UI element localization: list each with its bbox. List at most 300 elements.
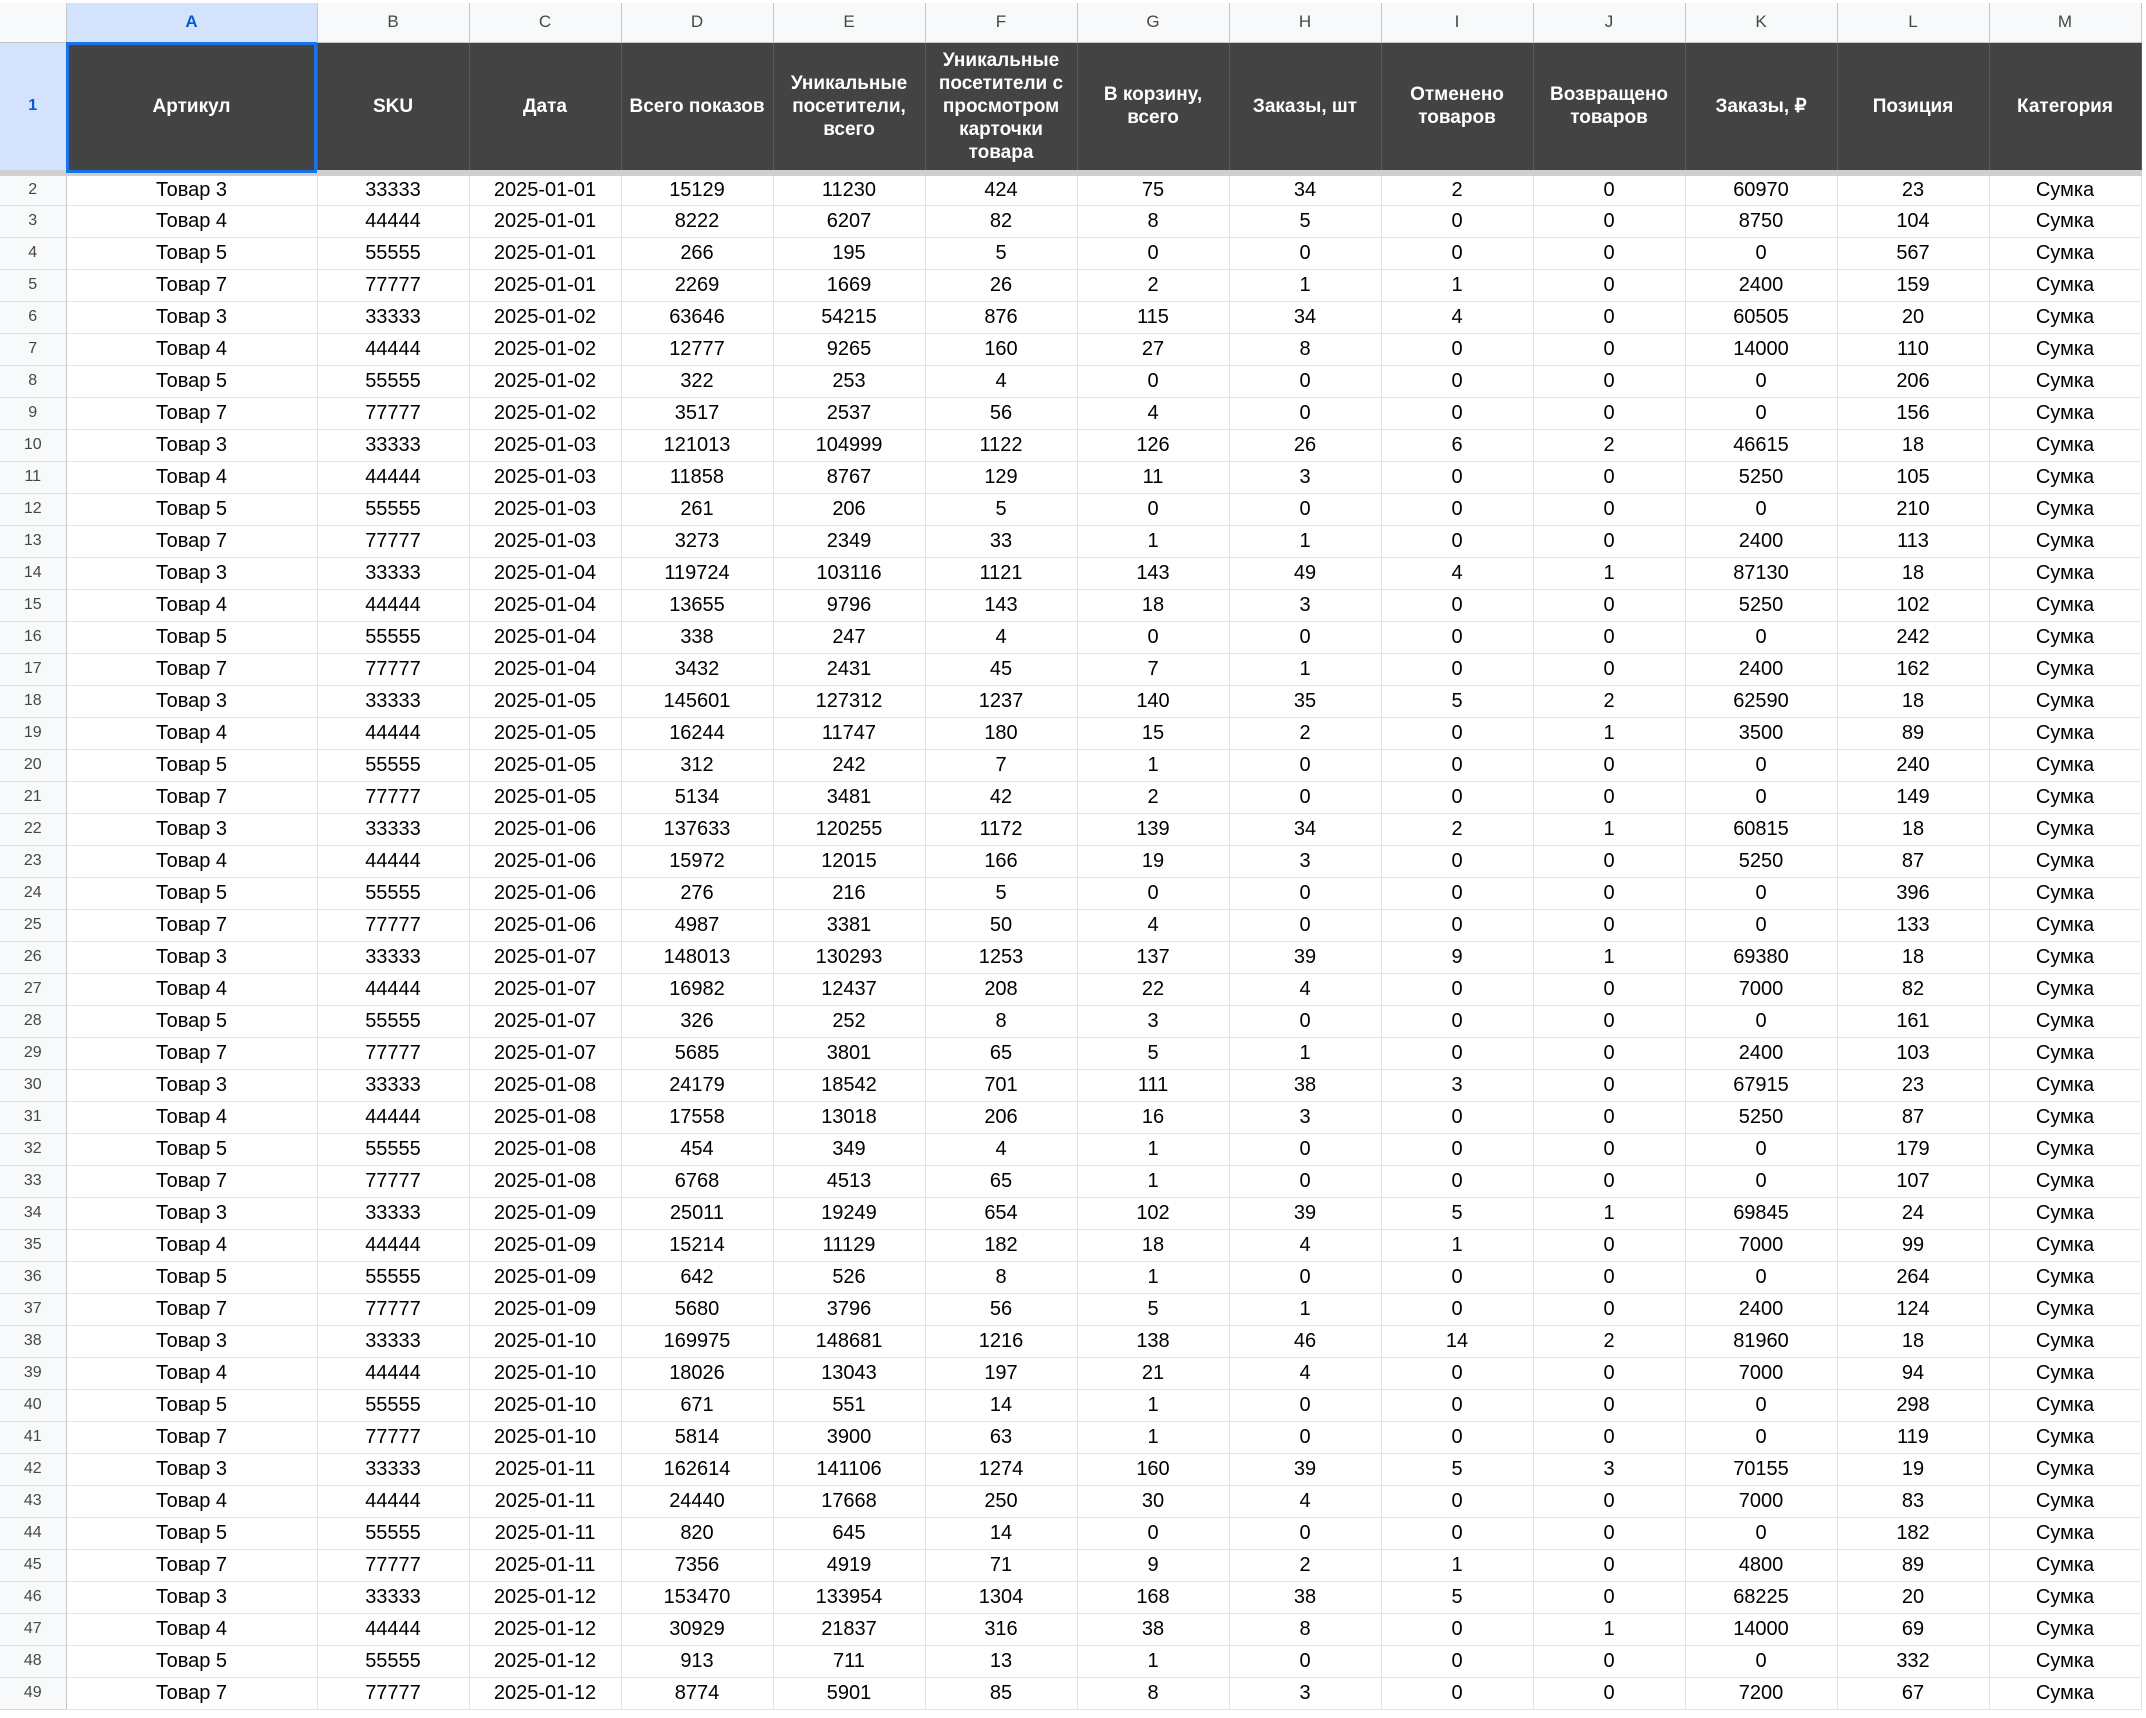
cell-h[interactable]: 0 [1229,781,1381,813]
cell-l[interactable]: 105 [1837,461,1989,493]
cell-e[interactable]: 247 [773,621,925,653]
cell-j[interactable]: 3 [1533,1453,1685,1485]
cell-j[interactable]: 1 [1533,813,1685,845]
cell-a[interactable]: Товар 5 [66,1261,317,1293]
cell-k[interactable]: 87130 [1685,557,1837,589]
cell-b[interactable]: 55555 [317,1133,469,1165]
cell-j[interactable]: 0 [1533,1133,1685,1165]
cell-k[interactable]: 7000 [1685,1485,1837,1517]
row-number[interactable]: 43 [0,1485,66,1517]
cell-g[interactable]: 0 [1077,493,1229,525]
row-number[interactable]: 27 [0,973,66,1005]
cell-m[interactable]: Сумка [1989,429,2141,461]
cell-g[interactable]: 111 [1077,1069,1229,1101]
cell-g[interactable]: 1 [1077,749,1229,781]
cell-h[interactable]: 39 [1229,941,1381,973]
cell-e[interactable]: 3801 [773,1037,925,1069]
cell-i[interactable]: 5 [1381,1453,1533,1485]
cell-f[interactable]: 180 [925,717,1077,749]
cell-f[interactable]: 424 [925,173,1077,205]
cell-k[interactable]: 7200 [1685,1677,1837,1709]
row-number[interactable]: 9 [0,397,66,429]
cell-g[interactable]: 138 [1077,1325,1229,1357]
cell-l[interactable]: 23 [1837,1069,1989,1101]
column-header-l[interactable]: L [1837,3,1989,42]
cell-i[interactable]: 0 [1381,1357,1533,1389]
row-number[interactable]: 29 [0,1037,66,1069]
cell-g[interactable]: 102 [1077,1197,1229,1229]
cell-e[interactable]: 11747 [773,717,925,749]
cell-c[interactable]: 2025-01-01 [469,205,621,237]
cell-h[interactable]: 0 [1229,365,1381,397]
row-number[interactable]: 44 [0,1517,66,1549]
cell-j[interactable]: 0 [1533,173,1685,205]
cell-m[interactable]: Сумка [1989,1037,2141,1069]
cell-l[interactable]: 133 [1837,909,1989,941]
row-number[interactable]: 31 [0,1101,66,1133]
cell-c[interactable]: 2025-01-06 [469,813,621,845]
cell-c[interactable]: 2025-01-03 [469,493,621,525]
cell-l[interactable]: 99 [1837,1229,1989,1261]
cell-h[interactable]: 0 [1229,1389,1381,1421]
cell-e[interactable]: 54215 [773,301,925,333]
cell-l[interactable]: 18 [1837,813,1989,845]
cell-a[interactable]: Товар 3 [66,1069,317,1101]
cell-c[interactable]: 2025-01-01 [469,173,621,205]
row-number[interactable]: 16 [0,621,66,653]
cell-m[interactable]: Сумка [1989,621,2141,653]
cell-a[interactable]: Товар 4 [66,1229,317,1261]
cell-c[interactable]: 2025-01-01 [469,237,621,269]
cell-h[interactable]: 39 [1229,1453,1381,1485]
cell-f[interactable]: 65 [925,1165,1077,1197]
cell-a[interactable]: Товар 4 [66,1101,317,1133]
cell-l[interactable]: 242 [1837,621,1989,653]
cell-k[interactable]: 70155 [1685,1453,1837,1485]
cell-a[interactable]: Товар 7 [66,1421,317,1453]
cell-c[interactable]: 2025-01-04 [469,589,621,621]
cell-a[interactable]: Товар 3 [66,685,317,717]
cell-c[interactable]: 2025-01-08 [469,1165,621,1197]
cell-b[interactable]: 55555 [317,237,469,269]
cell-h[interactable]: 0 [1229,749,1381,781]
cell-j[interactable]: 2 [1533,1325,1685,1357]
cell-k[interactable]: 0 [1685,909,1837,941]
cell-k[interactable]: 0 [1685,365,1837,397]
cell-k[interactable]: 60815 [1685,813,1837,845]
cell-i[interactable]: 0 [1381,333,1533,365]
cell-f[interactable]: 42 [925,781,1077,813]
cell-e[interactable]: 4919 [773,1549,925,1581]
cell-b[interactable]: 77777 [317,653,469,685]
cell-f[interactable]: 143 [925,589,1077,621]
cell-j[interactable]: 0 [1533,397,1685,429]
row-number[interactable]: 48 [0,1645,66,1677]
cell-a[interactable]: Товар 5 [66,1133,317,1165]
cell-j[interactable]: 0 [1533,589,1685,621]
header-cell-k[interactable]: Заказы, ₽ [1685,42,1837,173]
cell-f[interactable]: 876 [925,301,1077,333]
cell-k[interactable]: 7000 [1685,1229,1837,1261]
cell-k[interactable]: 14000 [1685,333,1837,365]
cell-d[interactable]: 24179 [621,1069,773,1101]
cell-a[interactable]: Товар 4 [66,461,317,493]
cell-c[interactable]: 2025-01-06 [469,909,621,941]
cell-d[interactable]: 18026 [621,1357,773,1389]
cell-d[interactable]: 137633 [621,813,773,845]
row-number[interactable]: 25 [0,909,66,941]
cell-l[interactable]: 103 [1837,1037,1989,1069]
cell-a[interactable]: Товар 4 [66,717,317,749]
cell-m[interactable]: Сумка [1989,781,2141,813]
cell-j[interactable]: 0 [1533,205,1685,237]
cell-b[interactable]: 55555 [317,493,469,525]
cell-i[interactable]: 0 [1381,1133,1533,1165]
cell-i[interactable]: 1 [1381,269,1533,301]
cell-l[interactable]: 104 [1837,205,1989,237]
cell-m[interactable]: Сумка [1989,461,2141,493]
row-number[interactable]: 30 [0,1069,66,1101]
cell-d[interactable]: 5814 [621,1421,773,1453]
cell-j[interactable]: 0 [1533,1101,1685,1133]
row-number[interactable]: 46 [0,1581,66,1613]
row-number[interactable]: 22 [0,813,66,845]
cell-k[interactable]: 60970 [1685,173,1837,205]
cell-i[interactable]: 3 [1381,1069,1533,1101]
cell-m[interactable]: Сумка [1989,1485,2141,1517]
cell-l[interactable]: 67 [1837,1677,1989,1709]
row-number[interactable]: 49 [0,1677,66,1709]
cell-e[interactable]: 12437 [773,973,925,1005]
cell-g[interactable]: 4 [1077,397,1229,429]
cell-k[interactable]: 46615 [1685,429,1837,461]
cell-g[interactable]: 1 [1077,525,1229,557]
cell-c[interactable]: 2025-01-03 [469,429,621,461]
cell-l[interactable]: 24 [1837,1197,1989,1229]
row-number[interactable]: 23 [0,845,66,877]
cell-k[interactable]: 0 [1685,749,1837,781]
cell-k[interactable]: 3500 [1685,717,1837,749]
cell-l[interactable]: 19 [1837,1453,1989,1485]
cell-l[interactable]: 18 [1837,557,1989,589]
cell-m[interactable]: Сумка [1989,1293,2141,1325]
cell-g[interactable]: 1 [1077,1133,1229,1165]
cell-h[interactable]: 4 [1229,973,1381,1005]
cell-a[interactable]: Товар 7 [66,1293,317,1325]
cell-e[interactable]: 127312 [773,685,925,717]
cell-i[interactable]: 9 [1381,941,1533,973]
cell-c[interactable]: 2025-01-07 [469,941,621,973]
cell-b[interactable]: 55555 [317,621,469,653]
cell-g[interactable]: 16 [1077,1101,1229,1133]
cell-d[interactable]: 121013 [621,429,773,461]
cell-b[interactable]: 44444 [317,1613,469,1645]
cell-f[interactable]: 129 [925,461,1077,493]
cell-e[interactable]: 3481 [773,781,925,813]
cell-a[interactable]: Товар 3 [66,1581,317,1613]
cell-f[interactable]: 1172 [925,813,1077,845]
cell-e[interactable]: 645 [773,1517,925,1549]
cell-i[interactable]: 0 [1381,781,1533,813]
cell-a[interactable]: Товар 7 [66,653,317,685]
cell-m[interactable]: Сумка [1989,237,2141,269]
cell-j[interactable]: 0 [1533,1581,1685,1613]
cell-g[interactable]: 3 [1077,1005,1229,1037]
cell-a[interactable]: Товар 4 [66,205,317,237]
cell-k[interactable]: 0 [1685,877,1837,909]
cell-h[interactable]: 1 [1229,653,1381,685]
cell-a[interactable]: Товар 5 [66,1517,317,1549]
cell-e[interactable]: 195 [773,237,925,269]
cell-f[interactable]: 1122 [925,429,1077,461]
cell-e[interactable]: 130293 [773,941,925,973]
cell-i[interactable]: 0 [1381,1165,1533,1197]
cell-h[interactable]: 2 [1229,1549,1381,1581]
cell-i[interactable]: 0 [1381,653,1533,685]
cell-b[interactable]: 77777 [317,525,469,557]
cell-i[interactable]: 0 [1381,525,1533,557]
cell-h[interactable]: 34 [1229,301,1381,333]
cell-i[interactable]: 4 [1381,557,1533,589]
cell-a[interactable]: Товар 5 [66,365,317,397]
cell-m[interactable]: Сумка [1989,973,2141,1005]
cell-d[interactable]: 5134 [621,781,773,813]
header-cell-m[interactable]: Категория [1989,42,2141,173]
cell-h[interactable]: 1 [1229,525,1381,557]
row-number[interactable]: 37 [0,1293,66,1325]
cell-l[interactable]: 20 [1837,301,1989,333]
cell-h[interactable]: 1 [1229,1037,1381,1069]
cell-c[interactable]: 2025-01-08 [469,1133,621,1165]
column-header-a[interactable]: A [66,3,317,42]
cell-e[interactable]: 13018 [773,1101,925,1133]
cell-j[interactable]: 0 [1533,269,1685,301]
cell-k[interactable]: 0 [1685,1261,1837,1293]
cell-b[interactable]: 44444 [317,1101,469,1133]
row-number[interactable]: 40 [0,1389,66,1421]
cell-d[interactable]: 3517 [621,397,773,429]
column-header-m[interactable]: M [1989,3,2141,42]
cell-k[interactable]: 0 [1685,1517,1837,1549]
cell-k[interactable]: 2400 [1685,653,1837,685]
cell-k[interactable]: 60505 [1685,301,1837,333]
cell-j[interactable]: 1 [1533,1613,1685,1645]
cell-j[interactable]: 0 [1533,525,1685,557]
cell-m[interactable]: Сумка [1989,1517,2141,1549]
cell-e[interactable]: 11230 [773,173,925,205]
cell-a[interactable]: Товар 5 [66,621,317,653]
cell-f[interactable]: 1253 [925,941,1077,973]
cell-m[interactable]: Сумка [1989,1453,2141,1485]
cell-l[interactable]: 179 [1837,1133,1989,1165]
cell-a[interactable]: Товар 7 [66,1165,317,1197]
row-number[interactable]: 26 [0,941,66,973]
cell-e[interactable]: 104999 [773,429,925,461]
cell-l[interactable]: 182 [1837,1517,1989,1549]
header-cell-a[interactable]: Артикул [66,42,317,173]
cell-i[interactable]: 0 [1381,973,1533,1005]
cell-l[interactable]: 18 [1837,1325,1989,1357]
cell-m[interactable]: Сумка [1989,909,2141,941]
cell-e[interactable]: 216 [773,877,925,909]
cell-g[interactable]: 0 [1077,237,1229,269]
cell-j[interactable]: 0 [1533,301,1685,333]
cell-i[interactable]: 2 [1381,813,1533,845]
cell-c[interactable]: 2025-01-02 [469,365,621,397]
cell-f[interactable]: 8 [925,1005,1077,1037]
cell-i[interactable]: 0 [1381,621,1533,653]
cell-d[interactable]: 17558 [621,1101,773,1133]
cell-e[interactable]: 711 [773,1645,925,1677]
cell-b[interactable]: 55555 [317,1517,469,1549]
cell-i[interactable]: 0 [1381,909,1533,941]
row-number[interactable]: 28 [0,1005,66,1037]
cell-a[interactable]: Товар 7 [66,1549,317,1581]
cell-d[interactable]: 162614 [621,1453,773,1485]
cell-j[interactable]: 0 [1533,877,1685,909]
cell-c[interactable]: 2025-01-02 [469,301,621,333]
row-number[interactable]: 38 [0,1325,66,1357]
column-header-i[interactable]: I [1381,3,1533,42]
cell-i[interactable]: 0 [1381,589,1533,621]
cell-m[interactable]: Сумка [1989,1357,2141,1389]
cell-l[interactable]: 83 [1837,1485,1989,1517]
cell-d[interactable]: 5680 [621,1293,773,1325]
cell-k[interactable]: 2400 [1685,525,1837,557]
cell-i[interactable]: 4 [1381,301,1533,333]
cell-a[interactable]: Товар 4 [66,845,317,877]
cell-e[interactable]: 242 [773,749,925,781]
cell-d[interactable]: 24440 [621,1485,773,1517]
cell-k[interactable]: 14000 [1685,1613,1837,1645]
cell-j[interactable]: 0 [1533,1421,1685,1453]
cell-h[interactable]: 5 [1229,205,1381,237]
cell-f[interactable]: 85 [925,1677,1077,1709]
cell-j[interactable]: 0 [1533,461,1685,493]
cell-i[interactable]: 5 [1381,1197,1533,1229]
cell-e[interactable]: 252 [773,1005,925,1037]
cell-e[interactable]: 2431 [773,653,925,685]
cell-m[interactable]: Сумка [1989,1261,2141,1293]
cell-a[interactable]: Товар 7 [66,909,317,941]
cell-i[interactable]: 0 [1381,1613,1533,1645]
cell-i[interactable]: 0 [1381,205,1533,237]
cell-f[interactable]: 701 [925,1069,1077,1101]
row-number[interactable]: 2 [0,173,66,205]
cell-c[interactable]: 2025-01-12 [469,1581,621,1613]
cell-c[interactable]: 2025-01-08 [469,1069,621,1101]
cell-a[interactable]: Товар 4 [66,589,317,621]
cell-d[interactable]: 153470 [621,1581,773,1613]
cell-a[interactable]: Товар 3 [66,1325,317,1357]
cell-i[interactable]: 0 [1381,749,1533,781]
cell-e[interactable]: 526 [773,1261,925,1293]
cell-f[interactable]: 45 [925,653,1077,685]
select-all-corner[interactable] [0,3,66,42]
cell-i[interactable]: 0 [1381,1101,1533,1133]
cell-m[interactable]: Сумка [1989,717,2141,749]
cell-d[interactable]: 6768 [621,1165,773,1197]
column-header-h[interactable]: H [1229,3,1381,42]
cell-f[interactable]: 14 [925,1517,1077,1549]
cell-g[interactable]: 0 [1077,365,1229,397]
cell-h[interactable]: 3 [1229,589,1381,621]
cell-b[interactable]: 33333 [317,813,469,845]
cell-i[interactable]: 0 [1381,365,1533,397]
cell-m[interactable]: Сумка [1989,205,2141,237]
cell-k[interactable]: 0 [1685,1165,1837,1197]
cell-a[interactable]: Товар 3 [66,557,317,589]
cell-i[interactable]: 0 [1381,1421,1533,1453]
cell-a[interactable]: Товар 7 [66,1037,317,1069]
cell-l[interactable]: 396 [1837,877,1989,909]
cell-l[interactable]: 206 [1837,365,1989,397]
cell-j[interactable]: 0 [1533,1005,1685,1037]
cell-h[interactable]: 0 [1229,1261,1381,1293]
cell-c[interactable]: 2025-01-12 [469,1613,621,1645]
cell-h[interactable]: 38 [1229,1581,1381,1613]
cell-d[interactable]: 322 [621,365,773,397]
cell-c[interactable]: 2025-01-03 [469,461,621,493]
cell-m[interactable]: Сумка [1989,1645,2141,1677]
cell-g[interactable]: 30 [1077,1485,1229,1517]
column-header-d[interactable]: D [621,3,773,42]
column-header-c[interactable]: C [469,3,621,42]
cell-k[interactable]: 8750 [1685,205,1837,237]
cell-c[interactable]: 2025-01-11 [469,1517,621,1549]
cell-d[interactable]: 266 [621,237,773,269]
cell-e[interactable]: 2537 [773,397,925,429]
cell-d[interactable]: 30929 [621,1613,773,1645]
cell-c[interactable]: 2025-01-07 [469,973,621,1005]
cell-h[interactable]: 4 [1229,1485,1381,1517]
cell-e[interactable]: 141106 [773,1453,925,1485]
cell-i[interactable]: 0 [1381,1645,1533,1677]
cell-b[interactable]: 44444 [317,205,469,237]
cell-i[interactable]: 0 [1381,237,1533,269]
cell-g[interactable]: 160 [1077,1453,1229,1485]
cell-b[interactable]: 77777 [317,397,469,429]
cell-h[interactable]: 49 [1229,557,1381,589]
cell-f[interactable]: 250 [925,1485,1077,1517]
cell-h[interactable]: 0 [1229,397,1381,429]
cell-i[interactable]: 0 [1381,1517,1533,1549]
cell-b[interactable]: 33333 [317,173,469,205]
cell-e[interactable]: 3796 [773,1293,925,1325]
column-header-f[interactable]: F [925,3,1077,42]
cell-a[interactable]: Товар 4 [66,1357,317,1389]
cell-d[interactable]: 276 [621,877,773,909]
cell-c[interactable]: 2025-01-08 [469,1101,621,1133]
cell-d[interactable]: 8774 [621,1677,773,1709]
cell-g[interactable]: 4 [1077,909,1229,941]
cell-k[interactable]: 0 [1685,493,1837,525]
cell-j[interactable]: 0 [1533,1549,1685,1581]
cell-d[interactable]: 15972 [621,845,773,877]
cell-g[interactable]: 2 [1077,269,1229,301]
cell-a[interactable]: Товар 7 [66,525,317,557]
cell-c[interactable]: 2025-01-09 [469,1197,621,1229]
cell-d[interactable]: 145601 [621,685,773,717]
cell-h[interactable]: 3 [1229,1677,1381,1709]
header-cell-g[interactable]: В корзину, всего [1077,42,1229,173]
cell-f[interactable]: 182 [925,1229,1077,1261]
cell-b[interactable]: 55555 [317,1005,469,1037]
cell-d[interactable]: 119724 [621,557,773,589]
header-cell-h[interactable]: Заказы, шт [1229,42,1381,173]
cell-l[interactable]: 210 [1837,493,1989,525]
cell-d[interactable]: 148013 [621,941,773,973]
